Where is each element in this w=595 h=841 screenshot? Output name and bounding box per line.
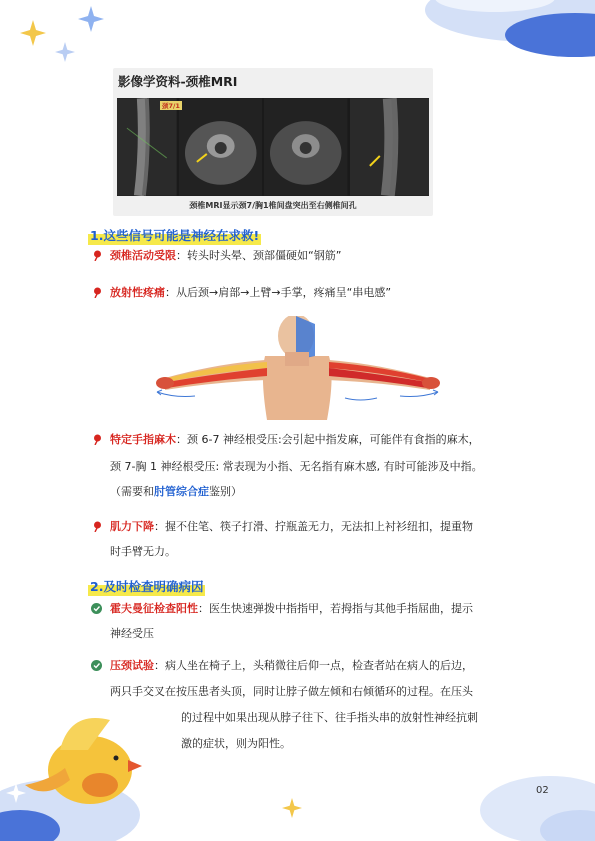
exam-text-line: 的过程中如果出现从脖子往下、往手指头串的放射性神经抗刺 — [181, 711, 478, 724]
exam-label: 压颈试验 — [110, 659, 154, 672]
exam-item — [110, 598, 473, 620]
pin-icon — [93, 287, 102, 298]
pin-icon — [93, 521, 102, 532]
symptom-label: 颈椎活动受限 — [110, 249, 176, 262]
mri-caption: 颈椎MRI显示颈7/胸1椎间盘突出至右侧椎间孔 — [189, 201, 357, 210]
mri-axial-1 — [179, 98, 262, 196]
sparkle-icon — [20, 20, 46, 46]
symptom-text-line — [110, 481, 242, 503]
sparkle-icon — [55, 42, 75, 62]
exam-text-line: 两只手交叉在按压患者头顶，同时让脖子做左倾和右倾循环的过程。在压头 — [110, 685, 473, 698]
exam-label: 霍夫曼征检查阳性 — [110, 602, 198, 615]
symptom-text-line: 时手臂无力。 — [110, 545, 176, 558]
note-prefix: （需要和 — [110, 485, 154, 498]
symptom-item — [110, 245, 341, 267]
symptom-item — [110, 282, 391, 304]
exam-text: ：病人坐在椅子上，头稍微往后仰一点，检查者站在病人的后边， — [154, 659, 473, 672]
check-icon — [91, 603, 102, 614]
sparkle-icon — [282, 798, 302, 818]
cloud-decoration — [385, 0, 595, 70]
mri-title: 影像学资料-颈椎MRI — [118, 74, 238, 89]
symptom-item — [110, 429, 480, 451]
sparkle-icon — [6, 783, 26, 803]
pin-icon — [93, 250, 102, 261]
symptom-label: 特定手指麻木 — [110, 433, 176, 446]
dermatome-diagram — [155, 316, 440, 420]
mri-image — [117, 98, 429, 196]
mri-level-tag: 颈7/1 — [162, 102, 180, 110]
mri-axial-2 — [264, 98, 347, 196]
exam-text-line: 激的症状，则为阳性。 — [181, 737, 291, 750]
symptom-text: ：握不住笔、筷子打滑、拧瓶盖无力，无法扣上衬衫纽扣，提重物 — [154, 520, 473, 533]
symptom-label: 肌力下降 — [110, 520, 154, 533]
note-suffix: 鉴别） — [209, 485, 242, 498]
symptom-text-line: 颈 7-胸 1 神经根受压: 常表现为小指、无名指有麻木感, 有时可能涉及中指。 — [110, 460, 483, 473]
exam-item — [110, 655, 473, 677]
cubital-tunnel-term: 肘管综合症 — [154, 485, 209, 498]
bird-cloud-decoration — [0, 690, 160, 841]
pin-icon — [93, 434, 102, 445]
mri-sagittal-right — [350, 98, 429, 196]
sparkle-icon — [78, 6, 104, 32]
symptom-text: ：颈 6-7 神经根受压:会引起中指发麻，可能伴有食指的麻木， — [176, 433, 480, 446]
check-icon — [91, 660, 102, 671]
exam-text: ：医生快速弹拨中指指甲，若拇指与其他手指屈曲，提示 — [198, 602, 473, 615]
mri-sagittal-left — [117, 98, 177, 196]
symptom-item — [110, 516, 473, 538]
section2-heading: 2.及时检查明确病因 — [88, 576, 205, 596]
symptom-text: ：从后颈→肩部→上臂→手掌，疼痛呈“串电感” — [165, 286, 392, 299]
page-number: 02 — [536, 785, 549, 796]
exam-text-line: 神经受压 — [110, 627, 154, 640]
section1-heading: 1.这些信号可能是神经在求救! — [88, 225, 261, 245]
cloud-decoration — [470, 760, 595, 841]
symptom-label: 放射性疼痛 — [110, 286, 165, 299]
symptom-text: ：转头时头晕、颈部僵硬如“钢筋” — [176, 249, 342, 262]
